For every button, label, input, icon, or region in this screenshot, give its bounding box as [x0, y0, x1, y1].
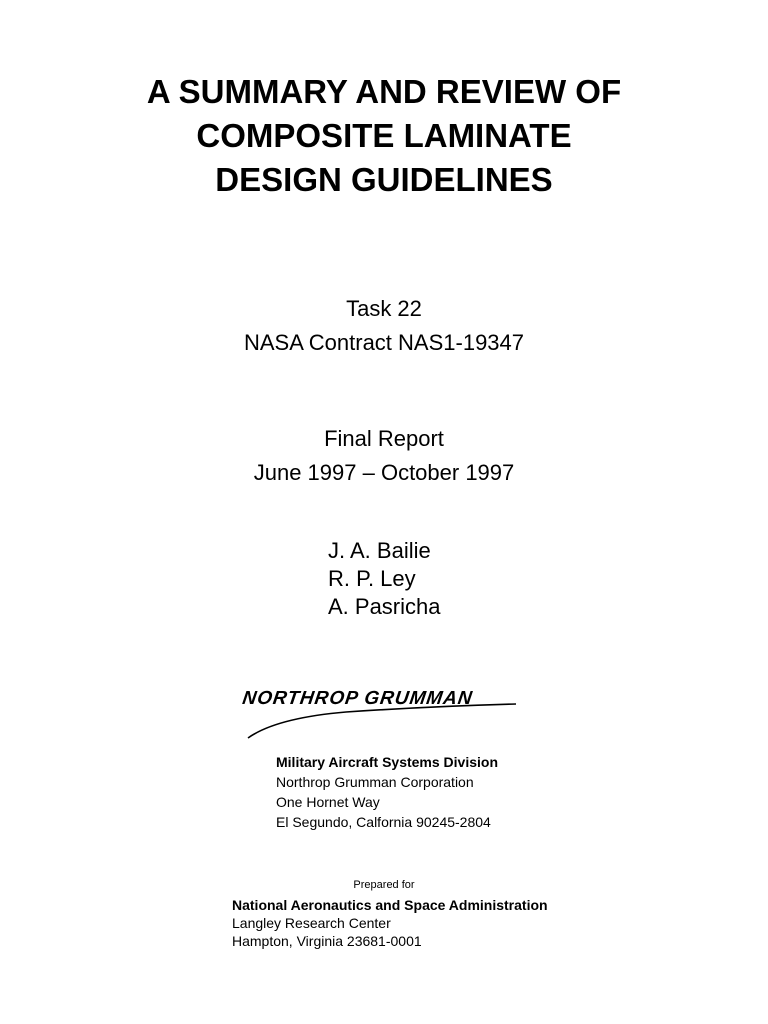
task-number: Task 22 — [346, 296, 422, 321]
logo-swoosh — [248, 704, 516, 738]
division-address — [276, 752, 498, 832]
northrop-grumman-logo — [236, 674, 528, 748]
company-name: Northrop Grumman Corporation — [276, 774, 474, 790]
agency-city: Hampton, Virginia 23681-0001 — [232, 933, 422, 949]
northrop-grumman-logo-icon — [236, 674, 528, 748]
title-line-2: COMPOSITE LAMINATE — [196, 117, 572, 154]
street-address: One Hornet Way — [276, 794, 380, 810]
agency-name: National Aeronautics and Space Administration — [232, 897, 548, 913]
authors-list — [328, 537, 441, 621]
author: J. A. Bailie — [328, 538, 431, 563]
task-block — [0, 292, 768, 360]
author: A. Pasricha — [328, 594, 441, 619]
report-period: June 1997 – October 1997 — [253, 460, 515, 485]
title-line-3: DESIGN GUIDELINES — [215, 161, 553, 198]
author: R. P. Ley — [328, 566, 416, 591]
division-name: Military Aircraft Systems Division — [276, 754, 499, 770]
nasa-address — [232, 896, 548, 950]
logo-wordmark: NORTHROP GRUMMAN — [241, 688, 475, 709]
contract-number: NASA Contract NAS1-19347 — [243, 330, 525, 355]
report-block — [0, 422, 768, 490]
title-line-1: A SUMMARY AND REVIEW OF — [146, 73, 622, 110]
research-center: Langley Research Center — [232, 915, 391, 931]
report-title — [0, 70, 768, 202]
city-address: El Segundo, Calfornia 90245-2804 — [276, 814, 491, 830]
report-type: Final Report — [324, 426, 444, 451]
prepared-for-label: Prepared for — [353, 879, 415, 891]
